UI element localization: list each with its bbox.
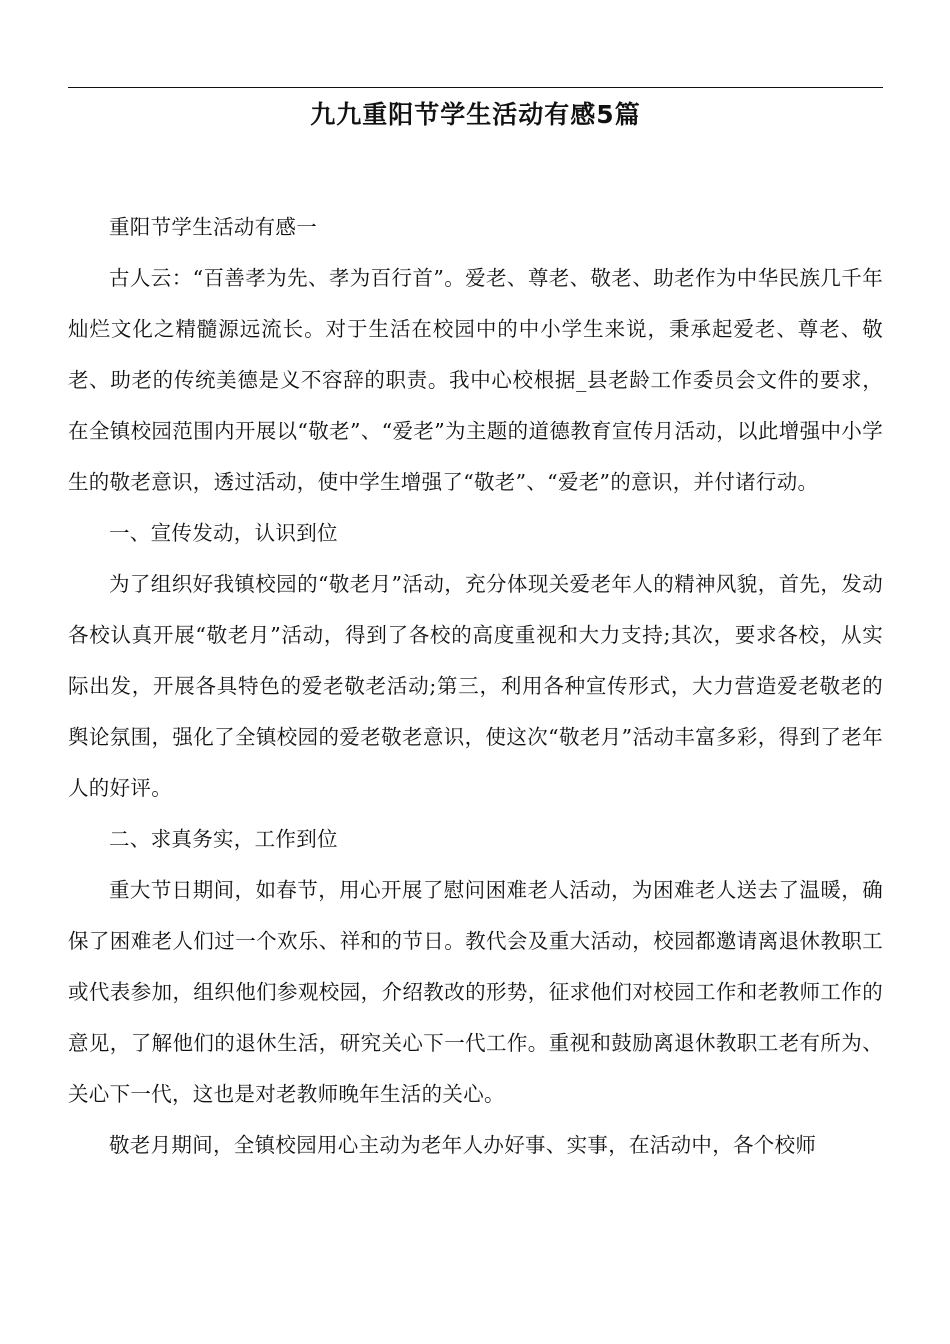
subsection-heading: 二、求真务实，工作到位 xyxy=(109,827,338,851)
header-rule xyxy=(68,87,883,88)
subsection-heading: 一、宣传发动，认识到位 xyxy=(109,521,338,545)
body-paragraph: 重大节日期间，如春节，用心开展了慰问困难老人活动，为困难老人送去了温暖，确保了困难老人们过一个欢乐、祥和的节日。教代会及重大活动，校园都邀请离退休教职工或代表参加，组织他们参观校园，介绍教改的形势，征求他们对校园工作和老教师工作的意见，了解他们的退休生活，研究关心下一代工作。重视和鼓励离退休教职工老有所为、关心下一代，这也是对老教师晚年生活的关心。 xyxy=(68,878,883,1106)
section-heading: 重阳节学生活动有感一 xyxy=(109,215,317,239)
body-paragraph: 为了组织好我镇校园的“敬老月”活动，充分体现关爱老年人的精神风貌，首先，发动各校认真开展“敬老月”活动，得到了各校的高度重视和大力支持;其次，要求各校，从实际出发，开展各具特色的爱老敬老活动;第三，利用各种宣传形式，大力营造爱老敬老的舆论氛围，强化了全镇校园的爱老敬老意识，使这次“敬老月”活动丰富多彩，得到了老年人的好评。 xyxy=(68,572,883,800)
body-paragraph: 敬老月期间，全镇校园用心主动为老年人办好事、实事，在活动中，各个校师 xyxy=(109,1133,817,1157)
document-title: 九九重阳节学生活动有感5篇 xyxy=(310,100,641,129)
document-body xyxy=(68,202,883,1171)
body-paragraph: 古人云：“百善孝为先、孝为百行首”。爱老、尊老、敬老、助老作为中华民族几千年灿烂文化之精髓源远流长。对于生活在校园中的中小学生来说，秉承起爱老、尊老、敬老、助老的传统美德是义不容辞的职责。我中心校根据_县老龄工作委员会文件的要求，在全镇校园范围内开展以“敬老”、“爱老”为主题的道德教育宣传月活动，以此增强中小学生的敬老意识，透过活动，使中学生增强了“敬老”、“爱老”的意识，并付诸行动。 xyxy=(68,266,883,494)
